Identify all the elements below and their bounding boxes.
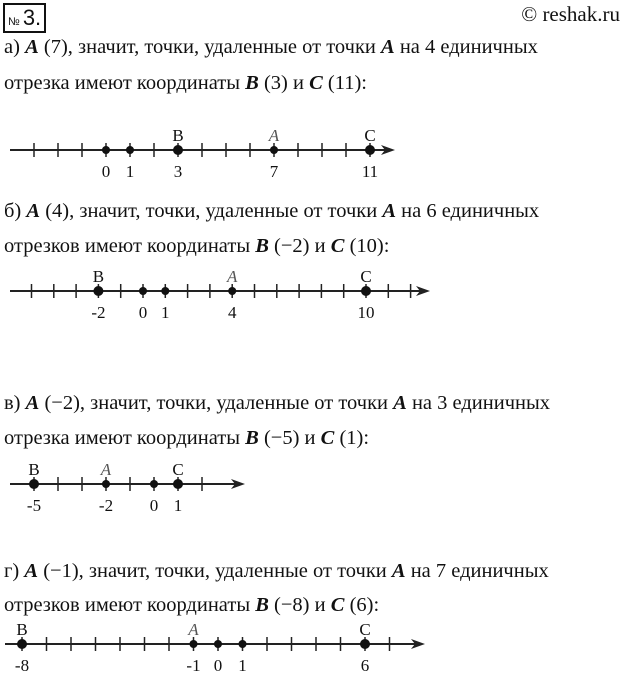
point-c-coord: (11): <box>322 72 367 94</box>
point-b: B <box>255 235 269 257</box>
tick-label: 1 <box>125 162 135 181</box>
tick-label: 4 <box>227 303 237 322</box>
point-a: A <box>24 560 39 582</box>
part-line-1 <box>4 392 550 414</box>
point-name-label: C <box>172 460 184 479</box>
tick-label: -1 <box>186 656 201 675</box>
point-dot <box>365 145 375 155</box>
point-name-label: A <box>188 620 199 639</box>
point-name-label: B <box>28 460 40 479</box>
tick-label: 1 <box>161 303 170 322</box>
point-b-coord: (−2) <box>268 235 310 257</box>
copyright: © reshak.ru <box>521 2 620 26</box>
tick-label: 6 <box>360 656 370 675</box>
part-line-2 <box>4 427 369 449</box>
point-dot <box>173 479 183 489</box>
text: отрезков имеют координаты <box>4 594 256 616</box>
number-line <box>0 120 625 180</box>
part-label: г) <box>4 560 20 582</box>
tick-label: -8 <box>14 656 30 675</box>
part-label: а) <box>4 36 20 58</box>
point-dot <box>173 145 183 155</box>
point-b-coord: (−5) <box>258 427 300 449</box>
point-dot <box>102 480 110 488</box>
point-a: A <box>26 200 41 222</box>
tick-label: 11 <box>361 162 379 181</box>
point-a: A <box>393 392 407 414</box>
point-c-coord: (10): <box>344 235 390 257</box>
point-name-label: C <box>364 126 376 145</box>
text: и <box>287 72 310 94</box>
point-c-coord: (1): <box>334 427 370 449</box>
point-b-coord: (−8) <box>268 594 310 616</box>
point-c: C <box>309 72 323 94</box>
text: на 7 единичных <box>405 560 549 582</box>
point-dot <box>102 146 110 154</box>
part-line-2 <box>4 594 379 616</box>
tick-label: -5 <box>26 496 42 515</box>
point-c: C <box>330 594 345 616</box>
text: на 4 единичных <box>394 36 538 58</box>
text: отрезка имеют координаты <box>4 427 246 449</box>
text: , значит, точки, удаленные от точки <box>67 36 381 58</box>
part-line-1 <box>4 200 539 222</box>
number: 3. <box>22 5 42 30</box>
tick-label: -2 <box>98 496 114 515</box>
text: отрезка имеют координаты <box>4 72 246 94</box>
number-sign: № <box>8 16 20 28</box>
point-name-label: B <box>172 126 184 145</box>
point-dot <box>29 479 39 489</box>
tick-label: 1 <box>238 656 247 675</box>
point-b: B <box>245 72 259 94</box>
text: и <box>309 235 331 257</box>
tick-label: 10 <box>357 303 375 322</box>
point-dot <box>214 640 222 648</box>
point-dot <box>139 287 147 295</box>
point-a: A <box>382 200 397 222</box>
point-dot <box>361 286 371 296</box>
point-dot <box>126 146 134 154</box>
part-line-1 <box>4 36 538 58</box>
point-dot <box>161 287 169 295</box>
point-b-coord: (3) <box>258 72 288 94</box>
point-dot <box>239 640 247 648</box>
point-c: C <box>330 235 345 257</box>
tick-label: 0 <box>101 162 111 181</box>
tick-label: 0 <box>149 496 159 515</box>
point-dot <box>360 639 370 649</box>
tick-label: -2 <box>91 303 106 322</box>
point-dot <box>228 287 236 295</box>
point-name-label: A <box>100 460 112 479</box>
number-line <box>0 261 625 321</box>
part-line-2 <box>4 235 389 257</box>
point-name-label: A <box>268 126 280 145</box>
point-dot <box>17 639 27 649</box>
point-name-label: C <box>359 620 371 639</box>
text: и <box>299 427 321 449</box>
text: на 3 единичных <box>406 392 550 414</box>
point-a-coord: (−2) <box>44 392 80 414</box>
text: отрезков имеют координаты <box>4 235 256 257</box>
point-b: B <box>255 594 269 616</box>
exercise-number <box>3 3 46 33</box>
point-name-label: B <box>92 267 105 286</box>
tick-label: 0 <box>138 303 148 322</box>
point-a: A <box>25 36 39 58</box>
text: на 6 единичных <box>396 200 540 222</box>
point-b: B <box>245 427 259 449</box>
point-a-coord: (−1) <box>43 560 79 582</box>
number-line <box>0 614 625 674</box>
point-a-coord: (7) <box>43 36 68 58</box>
point-dot <box>190 640 198 648</box>
point-a-coord: (4) <box>45 200 70 222</box>
point-c: C <box>320 427 335 449</box>
part-label: в) <box>4 392 21 414</box>
text: , значит, точки, удаленные от точки <box>78 560 392 582</box>
tick-label: 0 <box>213 656 223 675</box>
point-a: A <box>25 392 40 414</box>
tick-label: 7 <box>269 162 279 181</box>
point-dot <box>270 146 278 154</box>
point-a: A <box>381 36 395 58</box>
point-name-label: B <box>16 620 28 639</box>
part-line-1 <box>4 560 549 582</box>
text: , значит, точки, удаленные от точки <box>79 392 394 414</box>
tick-label: 3 <box>173 162 183 181</box>
point-name-label: A <box>227 267 238 286</box>
part-line-2 <box>4 72 367 94</box>
part-label: б) <box>4 200 22 222</box>
tick-label: 1 <box>173 496 183 515</box>
point-dot <box>150 480 158 488</box>
text: , значит, точки, удаленные от точки <box>69 200 383 222</box>
point-name-label: C <box>360 267 372 286</box>
point-a: A <box>391 560 406 582</box>
point-c-coord: (6): <box>344 594 380 616</box>
number-line <box>0 454 625 514</box>
point-dot <box>93 286 103 296</box>
text: и <box>309 594 331 616</box>
